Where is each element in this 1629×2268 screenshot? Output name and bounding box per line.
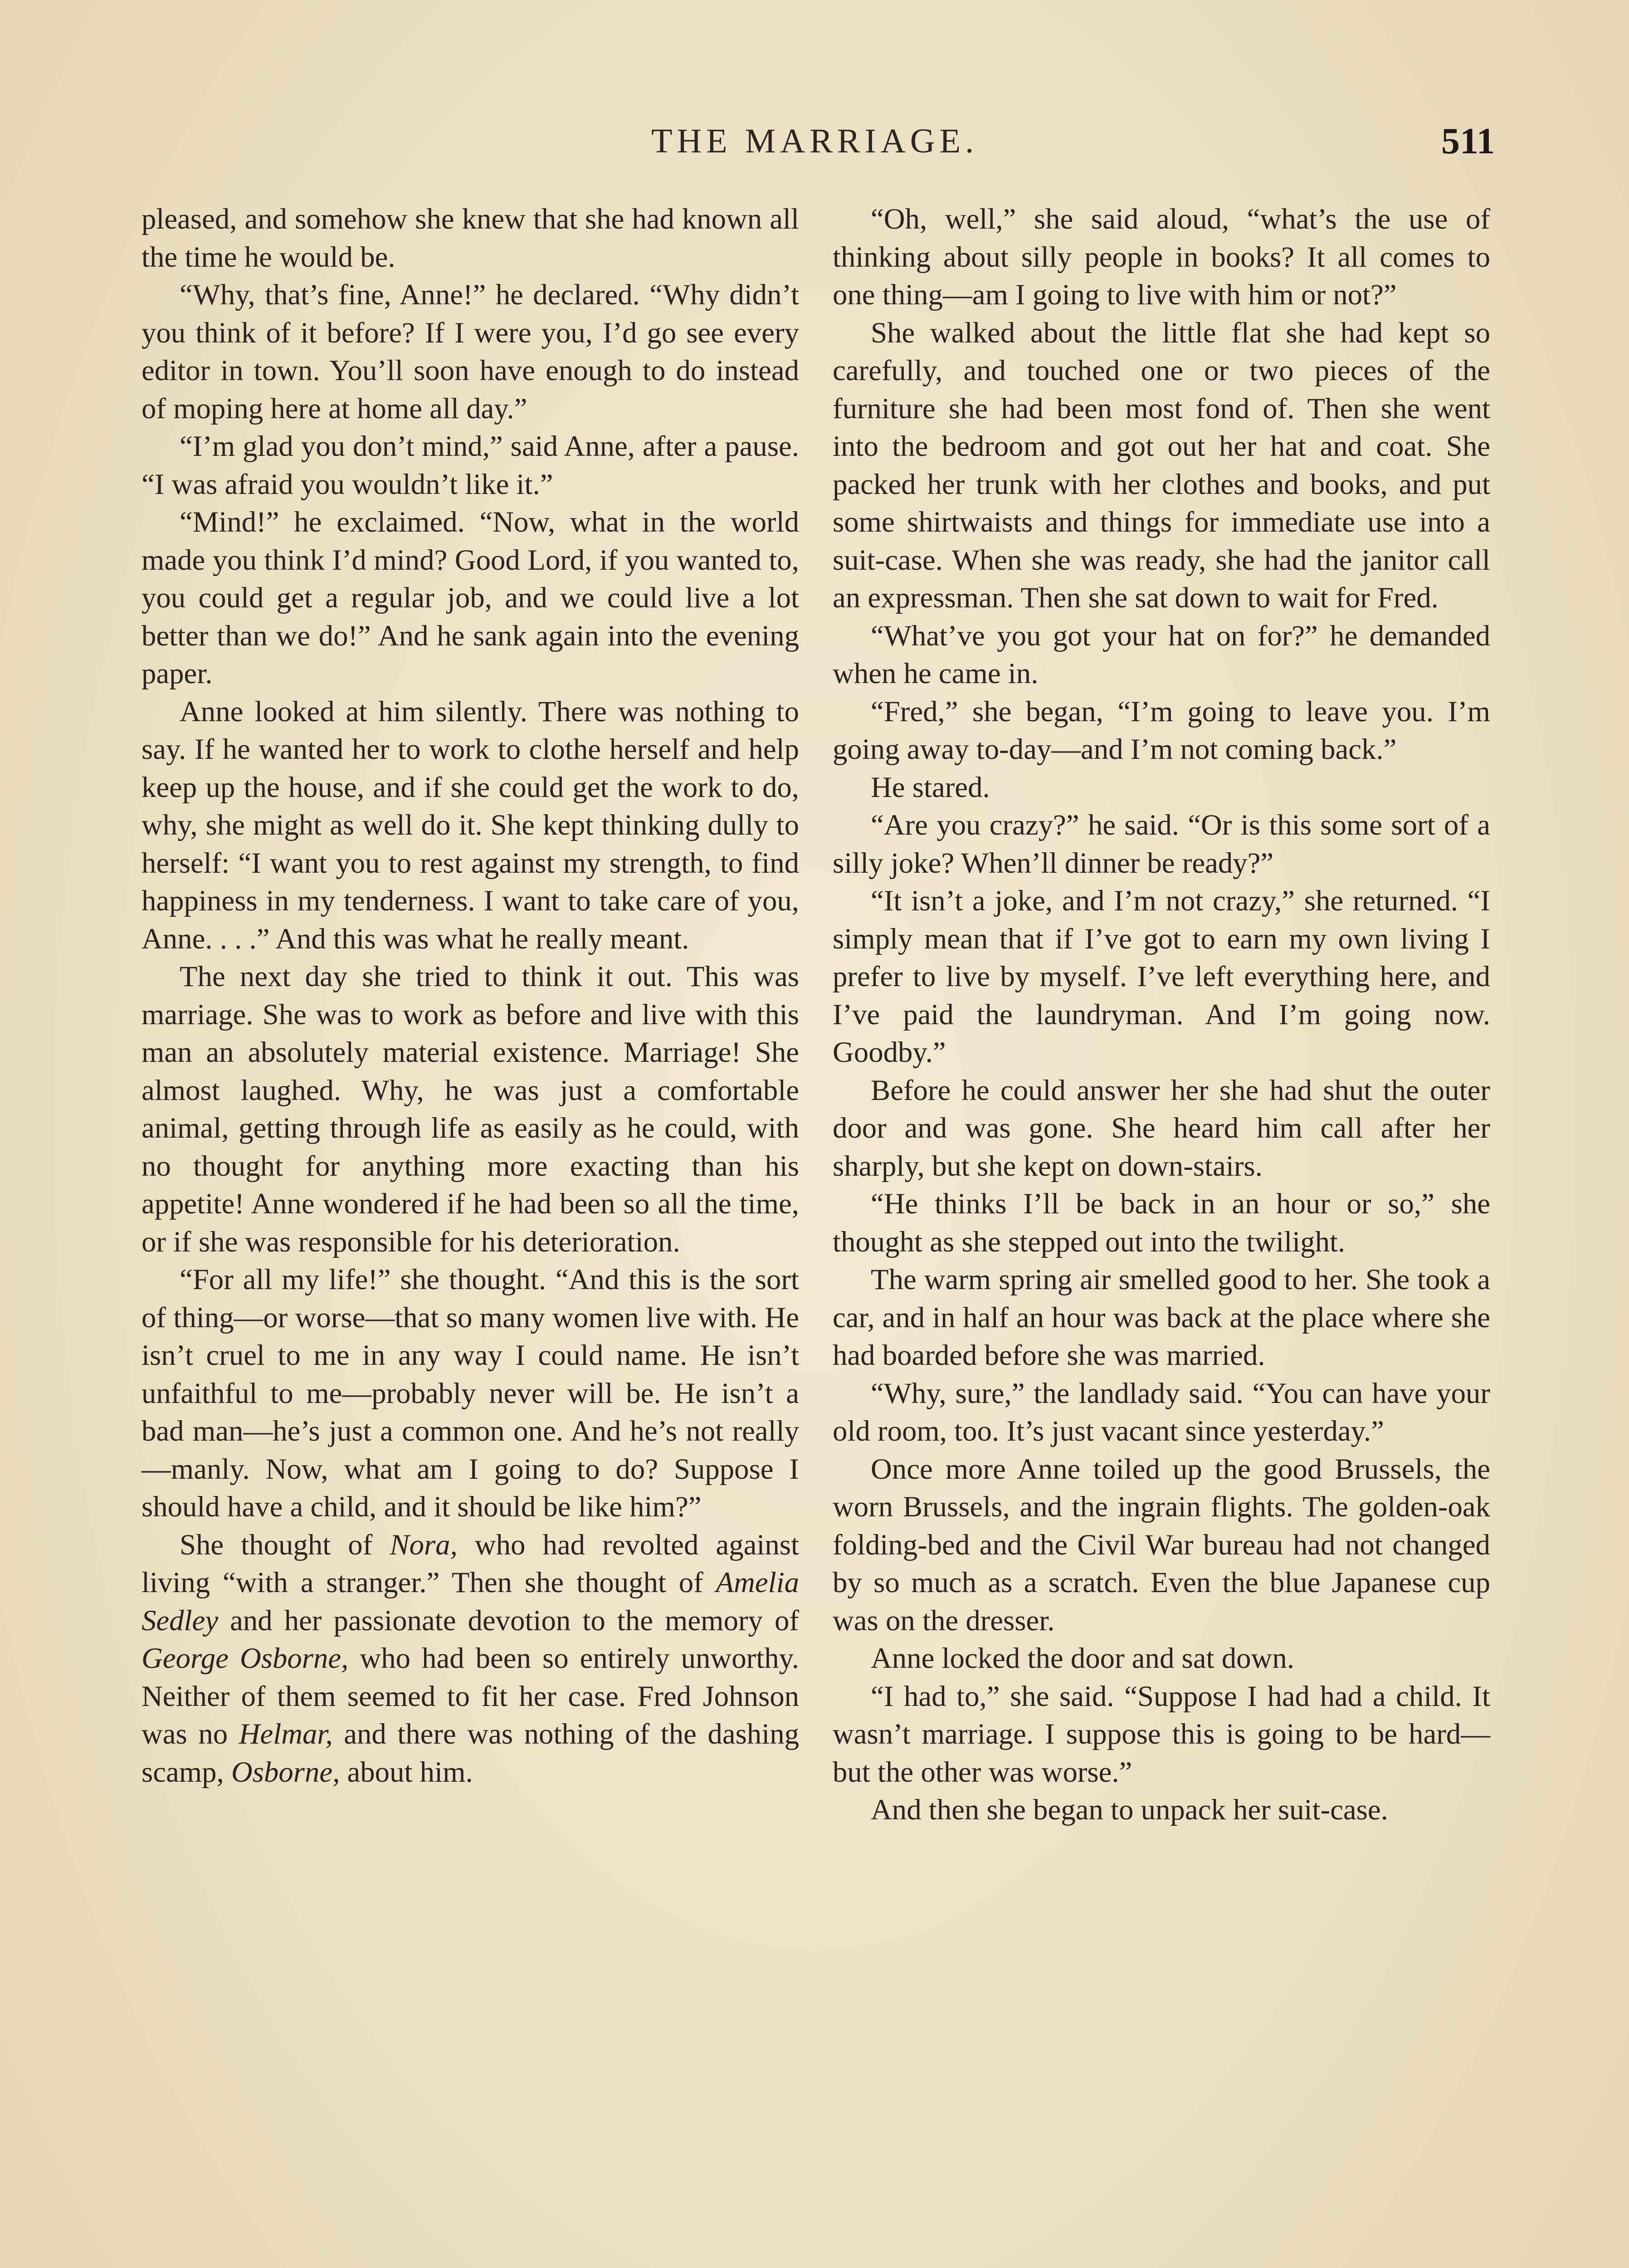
paragraph	[141, 693, 799, 958]
paragraph	[833, 1072, 1490, 1186]
paragraph	[833, 1678, 1490, 1792]
paragraph-text: “Why, that’s fine, Anne!” he declared. “Why didn’t you think of it before? If I were you, I’d go see every editor in town. You’ll soon have enough to do instead of moping here at home all day.”	[141, 279, 799, 425]
paragraph-text: Anne looked at him silently. There was nothing to say. If he wanted her to work to clothe herself and help keep up the house, and if she could get the work to do, why, she might as well do it. She kept thinking dully to herself: “I want you to rest against my strength, to find happiness in my tenderness. I want to take care of you, Anne. . . .” And this was what he really meant.	[141, 695, 799, 955]
paragraph	[833, 693, 1490, 769]
paragraph-text: The next day she tried to think it out. This was marriage. She was to work as before and live with this man an absolutely material existence. Marriage! She almost laughed. Why, he was just a comfortable animal, getting through life as easily as he could, with no thought for anything more exacting than his appetite! Anne wondered if he had been so all the time, or if she was responsible for his deterioration.	[141, 960, 799, 1258]
paragraph	[833, 1375, 1490, 1451]
paragraph	[141, 428, 799, 503]
paragraph-text: Anne locked the door and sat down.	[871, 1642, 1294, 1675]
paragraph	[141, 503, 799, 693]
paragraph-text: and her passionate devotion to the memory of	[218, 1604, 799, 1637]
paragraph	[141, 1526, 799, 1792]
paragraph-text: who had been so entirely unworthy. Neither of them seemed to fit her case. Fred Johnson was no	[141, 1642, 799, 1750]
paragraph	[833, 882, 1490, 1072]
paragraph	[833, 1791, 1490, 1829]
paragraph-text: “Mind!” he exclaimed. “Now, what in the world made you think I’d mind? Good Lord, if you wanted to, you could get a regular job, and we could live a lot better than we do!” And he sank again into the evening paper.	[141, 506, 799, 690]
paragraph	[833, 1185, 1490, 1261]
paragraph	[833, 1451, 1490, 1640]
page-number: 511	[1441, 120, 1495, 161]
paragraph-text: Before he could answer her she had shut the outer door and was gone. She heard him call after her sharply, but she kept on down-stairs.	[833, 1074, 1490, 1183]
paragraph-text: “He thinks I’ll be back in an hour or so,” she thought as she stepped out into the twilight.	[833, 1188, 1490, 1258]
paragraph	[833, 807, 1490, 882]
paragraph	[833, 1640, 1490, 1678]
paragraph	[833, 314, 1490, 617]
paragraph-text: who had revolted against living “with a stranger.” Then she thought of	[141, 1528, 799, 1599]
paragraph-text: “For all my life!” she thought. “And this is the sort of thing—or worse—that so many women live with. He isn’t cruel to me in any way I could name. He isn’t unfaithful to me—probably never will be. He isn’t a bad man—he’s just a common one. And he’s not really—manly. Now, what am I going to do? Suppose I should have a child, and it should be like him?”	[141, 1263, 799, 1523]
paragraph-text: “It isn’t a joke, and I’m not crazy,” she returned. “I simply mean that if I’ve got to earn my own living I prefer to live by myself. I’ve left everything here, and I’ve paid the laundryman. And I’m going now. Goodby.”	[833, 885, 1490, 1069]
paragraph	[141, 958, 799, 1261]
page-header	[0, 122, 1629, 171]
paragraph-text: “Why, sure,” the landlady said. “You can have your old room, too. It’s just vacant since yesterday.”	[833, 1377, 1490, 1447]
paragraph-text: “Oh, well,” she said aloud, “what’s the use of thinking about silly people in books? It all comes to one thing—am I going to live with him or not?”	[833, 203, 1490, 311]
paragraph-text: Once more Anne toiled up the good Brussels, the worn Brussels, and the ingrain flights. The golden-oak folding-bed and the Civil War bureau had not changed by so much as a scratch. Even the blue Japanese cup was on the dresser.	[833, 1452, 1490, 1637]
paragraph-text: He stared.	[871, 771, 990, 804]
paragraph	[833, 769, 1490, 807]
paragraph-text: “I’m glad you don’t mind,” said Anne, after a pause. “I was afraid you wouldn’t like it.”	[141, 430, 799, 501]
paragraph	[141, 276, 799, 428]
paragraph-text: and there was nothing of the dashing scamp,	[141, 1718, 800, 1789]
left-text-column	[141, 200, 799, 1791]
paragraph	[141, 1261, 799, 1526]
paragraph	[833, 1261, 1490, 1375]
italic-title-text: Nora,	[390, 1528, 458, 1561]
italic-title-text: Amelia Sedley	[141, 1566, 799, 1637]
paragraph-text: “Fred,” she began, “I’m going to leave you. I’m going away to-day—and I’m not coming back.”	[833, 695, 1490, 766]
paragraph	[833, 617, 1490, 693]
paragraph-text: The warm spring air smelled good to her. She took a car, and in half an hour was back at the place where she had boarded before she was married.	[833, 1263, 1490, 1372]
paragraph-text: pleased, and somehow she knew that she had known all the time he would be.	[141, 203, 799, 274]
paragraph	[833, 200, 1490, 314]
italic-title-text: Osborne,	[231, 1755, 340, 1789]
italic-title-text: Helmar,	[239, 1718, 333, 1750]
paragraph-text: She thought of	[180, 1528, 390, 1561]
running-title: THE MARRIAGE.	[651, 122, 979, 160]
paragraph-text: about him.	[340, 1755, 473, 1789]
right-text-column	[833, 200, 1490, 1829]
paragraph-text: “Are you crazy?” he said. “Or is this some sort of a silly joke? When’ll dinner be ready?”	[833, 809, 1490, 880]
paragraph-text: And then she began to unpack her suit-case.	[871, 1794, 1388, 1826]
paragraph	[141, 200, 799, 276]
paragraph-text: “What’ve you got your hat on for?” he demanded when he came in.	[833, 619, 1490, 690]
paragraph-text: She walked about the little flat she had kept so carefully, and touched one or two pieces of the furniture she had been most fond of. Then she went into the bedroom and got out her hat and coat. She packed her trunk with her clothes and books, and put some shirtwaists and things for immediate use into a suit-case. When she was ready, she had the janitor call an expressman. Then she sat down to wait for Fred.	[833, 316, 1490, 614]
paragraph-text: “I had to,” she said. “Suppose I had had a child. It wasn’t marriage. I suppose this is going to be hard—but the other was worse.”	[833, 1680, 1490, 1789]
italic-title-text: George Osborne,	[141, 1642, 349, 1675]
